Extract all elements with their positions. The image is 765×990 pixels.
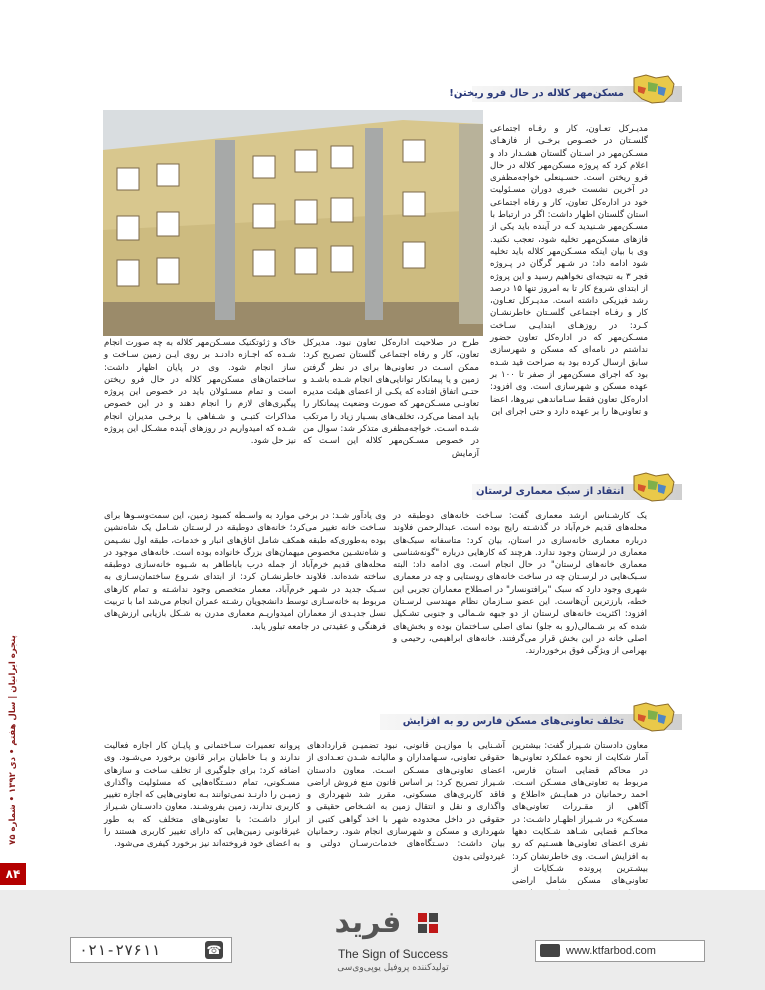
phone-icon: ☎ [206,943,222,957]
article1-column-left: خاک و ژئوتکنیک مسـکن‌مهر کلاله به چه صورت انجام شـده که اجـازه دادنـد بر روی ایـن زمین سـاخت و ساز انجام شود. وی در پایان اظهار داشت: ساختمان‌های مسکن‌مهر کلاله در حال فرو ریختن است و تمام مسـئولان باید در خصوص این پروژه پیگیری‌های لازم را انجام دهند و در این خصوص مذاکرات کتبـی و شـفاهی با برخـی مدیران انجام شـده که امیدواریم در روزهای آینده مشـکل این پروژه نیز حل شود. [104,338,296,447]
article1-header [449,82,682,104]
article2-column-left: وی یادآور شـد: در برخی موارد به واسـطه کمبود زمین، این سمت‌وسـوها برای سـاخت خانه تغییر می‌کرد؛ خانه‌های دوطبقه در لرسـتان شـامل یک شاه‌نشین بوده به‌طوری‌که طبقه همکف شامل اتاق‌های انبار و خدمات، طبقه اول نشـیمن و شاه‌نشـین مخصوص میهمان‌های بزرگ خانواده بوده است. خانه‌های موجود در محله‌های قدیم خرم‌آباد از جمله درب باباطاهر به شـیوه خانه‌سازی دوطبقه ساخته شده‌اند. فلاوند خاطرنشـان کرد: از ابتدای شـروع ساختمان‌سـازی به سـبک جدید در شـهر خرم‌آباد، معمار متخصص وجود نداشـته و تمام کارهای مربوط به خانه‌سـازی توسط دانشجویان رشـته عمران انجام می‌شد اما با تربیت نسل جدیـدی از معماران امیدواریـم معماری مدرن به شـکل بازیابی ارزش‌های فرهنگی و عقیدتی در جامعه تبلور یابد. [104,511,386,632]
phone-number: ۰۲۱-۲۷۶۱۱ [79,941,161,959]
article2-column-right: یک کارشـناس ارشد معماری گفت: سـاخت خانه‌های دوطبقه در محله‌های قدیم خرم‌آباد در گذشـته رایج بوده است. عبدالرحمن فلاوند درباره معماری خانه‌سازی در استان، بیان کرد: متاسفانه سبک‌های معماری در لرستان وجود ندارد. هرچند که کارهایی درباره "گونه‌شناسی معماری خانه‌های لرستان" در حال انجام است. وی ادامه داد: البته سـبک‌هایی در لرسـتان چه در ساخت خانه‌های روستایی و چه در معماری شهری وجود دارد که سبک "برافتونسار" در اصطلاح معماران تجربی این خطه، بارزترین آن‌هاست. این عضو سـازمان نظام مهندسی لرسـتان افزود: اکثریت خانه‌های لرستان از دو جبهه شـمالی و جنوبی تشـکیل شده که بر شـمالی(رو به جلو) نمای اصلی سـاختمان بوده و بخش‌های اصلی خانه در این بخش قرار می‌گرفتند. خانه‌های ابراهیمی، رحیمی و بهرامی از ویژگی فوق برخوردارند. [393,511,647,657]
page-number: ۸۴ [0,863,26,885]
monitor-icon [540,944,560,957]
article2-header [472,480,682,502]
phone-box [70,937,232,963]
issue-info-vertical: پنجره ایرانیان | سال هفتم • دی ۱۳۹۲ • شماره ۷۵ [8,635,18,845]
website-box [535,940,705,962]
article2-title: انتقاد از سبک معماری لرستان [475,486,624,497]
building-photo [103,110,483,336]
article3-title: تخلف تعاونی‌های مسکن فارس رو به افزایش [402,716,624,727]
article3-column-3: پروانه تعمیرات سـاختمانی و پایـان کار اجازه فعالیت ندارند و بـا خاطیان برابر قانون برخورد می‌شـود. وی اضافه کرد: برای جلوگیری از تخلف ساخت و سازهای مسـکونی، تمام دسـتگاه‌هایی که مسئولیت واگذاری زمیـن را دارنـد نمی‌توانند بـه تعاونی‌هایی که اجازه تغییر کاربری ندارند، زمین بفروشـند. معاون دادسـتان شـیراز ابراز داشـت: با تعاونی‌های متخلف که به طور غیرقانونی زمین‌هایی که دارای تغییر کاربری هستند را به اعضای خود فروخته‌اند نیز برخورد کیفری می‌شود. [104,741,300,850]
brand-subtitle: تولیدکننده پروفیل یوپی‌وی‌سی [337,963,449,973]
article3-column-1: معاون دادستان شـیراز گفت: بیشترین آمار شکایت از نحوه عملکرد تعاونی‌ها در محاکم قضایی استان فارس، مربوط به تعاونی‌های مسـکن اسـت. احمد رحمانیان در همایـش «اطلاع و آگاهی از مقـررات تعاونی‌های مسـکن» در شـیراز اظهـار داشـت: در محاکـم قضایی شـاهد شـکایت دهها نفری اعضای تعاونی‌ها هسـتیم که رو به افزایش اسـت. وی خاطرنشان کرد: بیشـترین پرونده شـکایات از تعاونی‌های مسکن شامل اراضی [512,741,648,887]
article3-column-2: آشـنایی با موازیـن قانونی، نبود تضمیـن قراردادهای حقوقی تعاونی، سـهامداران و مالیاتـه شـدن تعـدادی از اعضای تعاونی‌های مسـکن اسـت. معاون دادستان شـیراز تصریح کرد: بر اساس قانون منع فروش اراضی فاقد کاربری‌های مسکونی، مقرر شد شهرداری و واگذاری و نقل و انتقال زمین به اشـخاص حقیقی و حقوقی در داخل محدوده شهر با اخذ گواهی کتبی از شهرداری و مسکن و شهرسازی انجام شود. رحمانیان بیان داشت: دسـتگاه‌های خدمات‌رسـان دولتی و غیردولتی بدون [307,741,505,862]
iran-map-icon [628,470,678,504]
logo-mark-icon [418,913,438,933]
brand-name: فرید [334,905,402,940]
iran-map-icon [628,700,678,734]
iran-map-icon [628,72,678,106]
article1-column-middle: طرح در صلاحیت اداره‌کل تعاون نبود. مدیرکل تعاون، کار و رفاه اجتماعی گلستان تصریح کرد: ممکن اسـت در تعاونی‌ها برای در نظر گرفتن زمین و یا پیمانکار توانایی‌های انجام شـده باشـد و حتـی اتفاق افتاده که یکـی از اعضای هیئت مدیره تعاونـی مسـکن‌مهر که صورت وضعیت پیمانکار را باید امضا می‌کرد، تخلف‌های بسـیار زیاد را مرتکب شـده اسـت. خواجه‌مظفری متذکر شد: سوال من در خصوص مسـکن‌مهر کلاله این اسـت که آزمایش [303,338,479,459]
brand-slogan: The Sign of Success [337,947,449,961]
article1-title: مسکن‌مهر کلاله در حال فرو ریختن! [449,88,624,99]
website-url: www.ktfarbod.com [566,945,656,957]
brand-logo [318,905,468,985]
article1-column-right: مدیـرکل تعـاون، کار و رفـاه اجتماعی گلسـتان در خصـوص برخـی از فازهـای مسـکن‌مهر در اسـتان گلستان هشـدار داد و اعلام کرد که پروژه مسکن‌مهر کلاله در حال فرو ریختن است. حسـینعلی خواجه‌مظفری در آخرین نشست خبری دوران مسـئولیت خود در اداره‌کل تعاون، کار و رفاه اجتماعی استان گلستان اظهار داشت: اگر در ارتباط با مسـکن‌مهر شـنیدید کـه در آینده باید یکی از فازهای مسکن‌مهر تخلیه شود، تعجب نکنید. وی با بیان اینکه مسـکن‌مهر کلاله باید تخلیه شود ادامه داد: در شـهر گرگان در پـروژه فجر ۳ به نتیجه‌ای نخواهیم رسید و این پروژه از ابتدای شروع کار تا به امروز تنها ۱۵ درصد رشد فیزیکی داشته است. مدیـرکل تعـاون، کار و رفـاه اجتماعی گلسـتان خاطرنشـان کـرد: در روزهـای ابتدایـی سـاخت مسـکن‌مهر که در اداره‌کل تعاون حضور نداشتم در نامه‌ای که مسکن و شهرسازی سابق ارسال کرده بود به صراحت قید شـده بود که اجرای مسکن‌مهر از صفر تا ۱۰۰ بر عهده مسکن و شهرسازی است. وی افزود: اداره‌کل تعاون فقط سـاماندهی نیروها، اعضا و تعاونی‌ها را بر عهده دارد و حتی اجرای این [490,124,648,417]
article3-header [380,710,682,732]
